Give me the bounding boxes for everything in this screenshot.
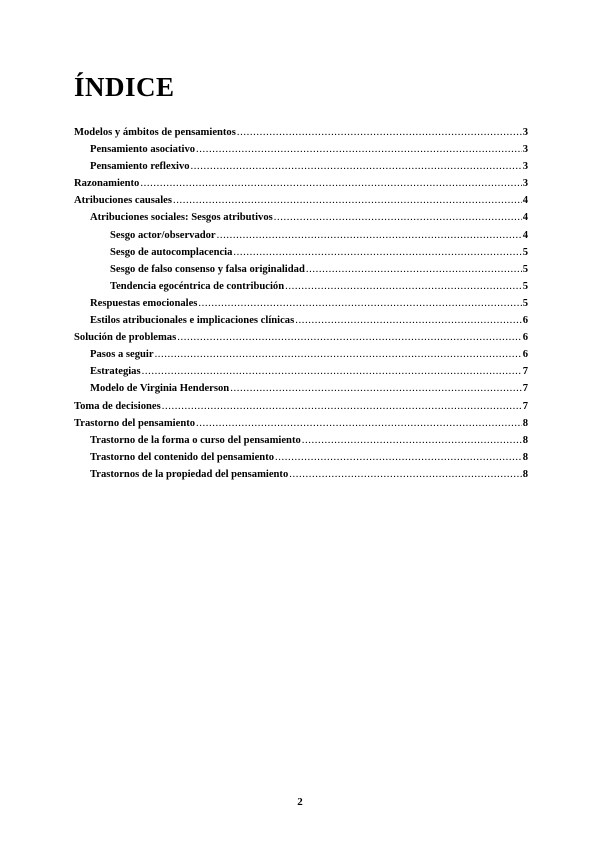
toc-leader-dots — [285, 278, 522, 295]
toc-entry[interactable] — [74, 398, 528, 415]
page-title: ÍNDICE — [74, 72, 175, 102]
toc-entry-label: Sesgo de falso consenso y falsa originalidad — [110, 263, 305, 275]
toc-entry[interactable] — [74, 432, 528, 449]
toc-entry[interactable] — [74, 209, 528, 226]
toc-entry-page: 7 — [522, 383, 528, 395]
toc-entry[interactable] — [74, 244, 528, 261]
toc-entry-page: 7 — [522, 366, 528, 378]
toc-leader-dots — [173, 192, 522, 209]
toc-entry-label: Atribuciones causales — [74, 195, 172, 207]
toc-entry-page: 4 — [522, 195, 528, 207]
toc-leader-dots — [289, 466, 521, 483]
toc-entry[interactable] — [74, 261, 528, 278]
toc-entry[interactable] — [74, 278, 528, 295]
toc-leader-dots — [274, 209, 522, 226]
toc-leader-dots — [237, 124, 522, 141]
toc-entry[interactable] — [74, 141, 528, 158]
toc-entry-label: Tendencia egocéntrica de contribución — [110, 280, 285, 292]
toc-leader-dots — [217, 227, 522, 244]
toc-leader-dots — [275, 449, 522, 466]
toc-leader-dots — [162, 398, 522, 415]
toc-entry-page: 8 — [522, 451, 528, 463]
toc-entry-label: Modelos y ámbitos de pensamientos — [74, 127, 236, 138]
toc-entry-page: 5 — [522, 246, 528, 258]
toc-entry-label: Estilos atribucionales e implicaciones clínicas — [90, 315, 295, 327]
toc-leader-dots — [191, 158, 522, 175]
toc-entry-page: 8 — [522, 417, 528, 429]
toc-entry-label: Atribuciones sociales: Sesgos atributivos — [90, 212, 273, 224]
toc-entry-label: Sesgo actor/observador — [110, 229, 216, 241]
toc-entry-label: Trastorno de la forma o curso del pensamiento — [90, 434, 301, 446]
toc-entry-page: 5 — [522, 280, 528, 292]
toc-entry[interactable] — [74, 363, 528, 380]
toc-entry[interactable] — [74, 380, 528, 397]
toc-entry-page: 7 — [522, 400, 528, 412]
toc-entry[interactable] — [74, 346, 528, 363]
toc-entry-page: 3 — [522, 178, 528, 190]
toc-leader-dots — [306, 261, 522, 278]
toc-leader-dots — [295, 312, 521, 329]
toc-entry-label: Estrategias — [90, 366, 141, 378]
toc-entry-label: Modelo de Virginia Henderson — [90, 383, 230, 395]
toc-leader-dots — [140, 175, 521, 192]
toc-entry[interactable] — [74, 415, 528, 432]
toc-entry-label: Trastornos de la propiedad del pensamiento — [90, 468, 289, 480]
page-number: 2 — [297, 796, 303, 808]
toc-leader-dots — [196, 415, 522, 432]
toc-entry[interactable] — [74, 329, 528, 346]
toc-entry[interactable] — [74, 449, 528, 466]
toc-entry[interactable] — [74, 312, 528, 329]
toc-entry-page: 8 — [522, 434, 528, 446]
toc-entry[interactable] — [74, 466, 528, 483]
toc-entry-page: 4 — [522, 229, 528, 241]
toc-entry-label: Toma de decisiones — [74, 400, 161, 412]
toc-entry[interactable] — [74, 124, 528, 141]
toc-entry[interactable] — [74, 158, 528, 175]
toc-entry[interactable] — [74, 192, 528, 209]
toc-leader-dots — [177, 329, 521, 346]
toc-entry-page: 8 — [522, 468, 528, 480]
toc-entry[interactable] — [74, 175, 528, 192]
toc-entry-page: 6 — [522, 332, 528, 344]
toc-entry-label: Trastorno del pensamiento — [74, 417, 196, 429]
toc-entry-page: 5 — [522, 263, 528, 275]
toc-leader-dots — [233, 244, 521, 261]
toc-entry-label: Respuestas emocionales — [90, 297, 198, 309]
toc-entry-label: Pensamiento asociativo — [90, 144, 196, 156]
toc-entry-label: Pensamiento reflexivo — [90, 161, 190, 173]
toc-leader-dots — [196, 141, 522, 158]
toc-entry-label: Trastorno del contenido del pensamiento — [90, 451, 275, 463]
toc-entry[interactable] — [74, 227, 528, 244]
toc-entry-label: Pasos a seguir — [90, 349, 154, 361]
toc-entry-label: Razonamiento — [74, 178, 140, 190]
toc-entry-page: 3 — [522, 161, 528, 173]
toc-entry-page: 4 — [522, 212, 528, 224]
toc-leader-dots — [198, 295, 521, 312]
toc-leader-dots — [230, 380, 522, 397]
toc-leader-dots — [302, 432, 522, 449]
toc-entry[interactable] — [74, 295, 528, 312]
toc-entry-page: 3 — [522, 127, 528, 138]
toc-entry-page: 6 — [522, 315, 528, 327]
toc-entry-page: 6 — [522, 349, 528, 361]
toc-leader-dots — [142, 363, 522, 380]
toc-entry-label: Sesgo de autocomplacencia — [110, 246, 233, 258]
toc-leader-dots — [155, 346, 522, 363]
toc-entry-page: 5 — [522, 297, 528, 309]
toc-entry-label: Solución de problemas — [74, 332, 177, 344]
toc-entry-page: 3 — [522, 144, 528, 156]
table-of-contents — [74, 124, 528, 483]
